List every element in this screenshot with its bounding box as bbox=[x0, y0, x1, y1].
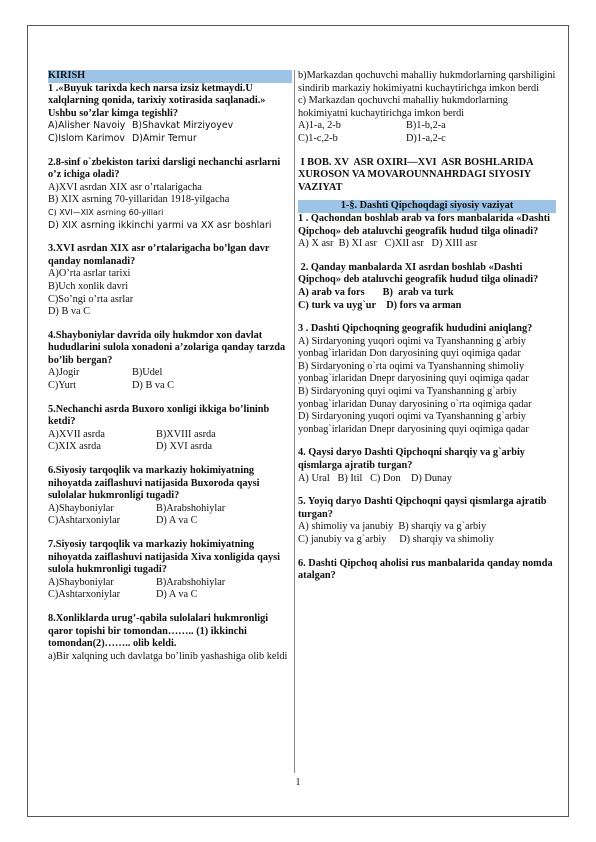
question-title: 3 . Dashti Qipchoqning geografik hududini aniqlang? bbox=[298, 323, 533, 335]
option-c: C)1-c,2-b bbox=[298, 132, 338, 144]
question-5 bbox=[48, 404, 292, 454]
option-b: B)1-b,2-a bbox=[406, 120, 446, 132]
options-line: C) janubiy va g`arbiy D) sharqiy va shimoliy bbox=[298, 534, 494, 545]
question-title: 5.Nechanchi asrda Buxoro xonligi ikkiga bo’lininb ketdi? bbox=[48, 403, 270, 428]
question-4 bbox=[48, 330, 292, 393]
question-6 bbox=[48, 465, 292, 528]
question-title: 4. Qaysi daryo Dashti Qipchoqni sharqiy va g`arbiy qismlarga ajratib turgan? bbox=[298, 447, 525, 472]
option-a: A)XVI asrdan XIX asr o’rtalarigacha bbox=[48, 181, 202, 193]
option-a: A)Shayboniylar bbox=[48, 502, 114, 514]
question-title: 6. Dashti Qipchoq aholisi rus manbalarida qanday nomda atalgan? bbox=[298, 557, 553, 582]
option-a: A)1-a, 2-b bbox=[298, 120, 341, 132]
option-b: b)Markazdan qochuvchi mahalliy hukmdorlarning qarshiligini sindirib markaziy hokimiyatni kuchaytirichga imkon berdi bbox=[298, 70, 556, 94]
question-text: Ushbu so’zlar kimga tegishli? bbox=[48, 107, 178, 119]
option-a: A)Shayboniylar bbox=[48, 576, 114, 588]
question-2 bbox=[48, 157, 292, 233]
options-row bbox=[48, 120, 292, 133]
left-column bbox=[48, 70, 292, 674]
options-row bbox=[298, 120, 556, 133]
options-row bbox=[48, 589, 292, 602]
options-line: A) arab va fors B) arab va turk bbox=[298, 286, 454, 298]
question-5 bbox=[298, 496, 556, 546]
question-3 bbox=[48, 243, 292, 319]
options-line: A) shimoliy va janubiy B) sharqiy va g`arbiy bbox=[298, 521, 487, 533]
options-row bbox=[48, 133, 292, 146]
option-d: D) A va C bbox=[156, 589, 198, 601]
question-title: 2.8-sinf o`zbekiston tarixi darsligi nechanchi asrlarni o’z ichiga oladi? bbox=[48, 156, 281, 181]
options-row bbox=[48, 441, 292, 454]
right-column bbox=[298, 70, 556, 594]
question-title: 5. Yoyiq daryo Dashti Qipchoqni qaysi qismlarga ajratib turgan? bbox=[298, 496, 547, 520]
option-c: C)Islom Karimov bbox=[48, 132, 125, 144]
options-row bbox=[48, 367, 292, 380]
option-a: A)O’rta asrlar tarixi bbox=[48, 268, 131, 280]
option-c: C)Ashtarxoniylar bbox=[48, 515, 121, 527]
page-number: 1 bbox=[295, 777, 301, 788]
question-title: 7.Siyosiy tarqoqlik va markaziy hokimiyatning nihoyatda zaiflashuvi natijasida Xiva xonligida qaysi sulola hukmronligi tugadi? bbox=[48, 539, 281, 576]
option-c: c) Markazdan qochuvchi mahalliy hukmdorlarning hokimiyatni kuchaytirichga imkon berdi bbox=[298, 95, 508, 119]
column-divider bbox=[294, 70, 295, 773]
question-title: 2. Qanday manbalarda XI asrdan boshlab «Dashti Qipchoq» deb ataluvchi geografik hudud tilga olinadi? bbox=[298, 261, 539, 286]
option-b: B) XIX asrning 70-yillaridan 1918-yilgacha bbox=[48, 194, 230, 206]
option-c: C)So’ngi o’rta asrlar bbox=[48, 293, 134, 305]
options-line: C) turk va uyg`ur D) fors va arman bbox=[298, 299, 462, 311]
option-c: B) Sirdaryoning quyi oqimi va Tyanshanning g`arbiy yonbag`irlaridan Dunay daryosining o`rta oqimiga qadar bbox=[298, 386, 532, 410]
option-b: B)Arabshohiylar bbox=[156, 576, 226, 588]
options-row bbox=[48, 503, 292, 516]
options-row bbox=[48, 577, 292, 590]
question-title: 4.Shayboniylar davrida oily hukmdor xon davlat hududlarini sulola xonadoni a’zolariga qanday tarzda bo’lib bergan? bbox=[48, 329, 286, 366]
options-row bbox=[48, 380, 292, 393]
question-8 bbox=[48, 613, 292, 663]
question-title: 1 . Qachondan boshlab arab va fors manbalarida «Dashti Qipchoq» deb ataluvchi geografik hudud tilga olinadi? bbox=[298, 212, 551, 237]
option-c: C) XVI—XIX asrning 60-yillari bbox=[48, 207, 164, 217]
option-a: a)Bir xalqning uch davlatga bo’linib yashashiga olib keldi bbox=[48, 650, 288, 662]
question-8-continued bbox=[298, 70, 556, 146]
section-header-kirish: KIRISH bbox=[48, 70, 292, 83]
option-c: C)XIX asrda bbox=[48, 441, 101, 453]
question-2 bbox=[298, 262, 556, 312]
option-a: A)Jogir bbox=[48, 367, 80, 379]
question-1 bbox=[298, 213, 556, 251]
question-7 bbox=[48, 539, 292, 602]
options-line: A) X asr B) XI asr C)XII asr D) XIII asr bbox=[298, 238, 478, 250]
option-d: D) B va C bbox=[132, 380, 175, 392]
option-d: D)Amir Temur bbox=[132, 132, 197, 144]
option-b: B)Arabshohiylar bbox=[156, 502, 226, 514]
question-title: 8.Xonliklarda urug’-qabila sulolalari hukmronligi qaror topishi bir tomondan…….. (1) ikkinchi tomondan(2)…….. olib keldi. bbox=[48, 612, 269, 650]
option-b: B)XVIII asrda bbox=[156, 428, 216, 440]
question-6 bbox=[298, 558, 556, 583]
options-line: A) Ural B) Itil C) Don D) Dunay bbox=[298, 472, 452, 484]
chapter-title: I BOB. XV ASR OXIRI—XVI ASR BOSHLARIDA XUROSON VA MOVAROUNNAHRDAGI SIYOSIY VAZIYAT bbox=[298, 156, 536, 193]
option-d: D) B va C bbox=[48, 306, 91, 318]
option-d: D) A va C bbox=[156, 515, 198, 527]
question-4 bbox=[298, 447, 556, 485]
option-a: A) Sirdaryoning yuqori oqimi va Tyanshanning g`arbiy yonbag`irlaridan Don daryosining quyi oqimiga qadar bbox=[298, 335, 526, 360]
option-c: C)Ashtarxoniylar bbox=[48, 589, 121, 601]
option-d: D) XVI asrda bbox=[156, 441, 213, 453]
section-header: 1-§. Dashti Qipchoqdagi siyosiy vaziyat bbox=[298, 200, 556, 213]
option-b: B) Sirdaryoning o`rta oqimi va Tyanshanning shimoliy yonbag`irlaridan Dnepr daryosining quyi oqimiga qadar bbox=[298, 360, 529, 385]
options-row bbox=[48, 515, 292, 528]
options-row bbox=[298, 133, 556, 146]
options-row bbox=[48, 429, 292, 442]
option-a: A)XVII asrda bbox=[48, 428, 105, 440]
option-b: B)Udel bbox=[132, 367, 163, 379]
question-title: 3.XVI asrdan XIX asr o’rtalarigacha bo’lgan davr qanday nomlanadi? bbox=[48, 243, 270, 267]
option-b: B)Uch xonlik davri bbox=[48, 280, 129, 292]
option-c: C)Yurt bbox=[48, 380, 77, 392]
option-b: B)Shavkat Mirziyoyev bbox=[132, 120, 234, 132]
option-d: D)1-a,2-c bbox=[406, 132, 446, 144]
question-title: 6.Siyosiy tarqoqlik va markaziy hokimiyatning nihoyatda zaiflashuvi natijasida Buxoroda qaysi sulolalar hukmronligi tugadi? bbox=[48, 465, 260, 502]
option-a: A)Alisher Navoiy bbox=[48, 120, 126, 132]
option-d: D) Sirdaryoning yuqori oqimi va Tyanshanning g`arbiy yonbag`irlaridan Dnepr daryosining quyi oqimiga qadar bbox=[298, 411, 529, 435]
option-d: D) XIX asrning ikkinchi yarmi va XX asr boshlari bbox=[48, 219, 272, 231]
question-1 bbox=[48, 83, 292, 146]
question-title: 1 .«Buyuk tarixda kech narsa izsiz ketmaydi.U xalqlarning qonida, tarixiy xotirasida saqlanadi.» bbox=[48, 82, 266, 107]
question-3 bbox=[298, 323, 556, 436]
